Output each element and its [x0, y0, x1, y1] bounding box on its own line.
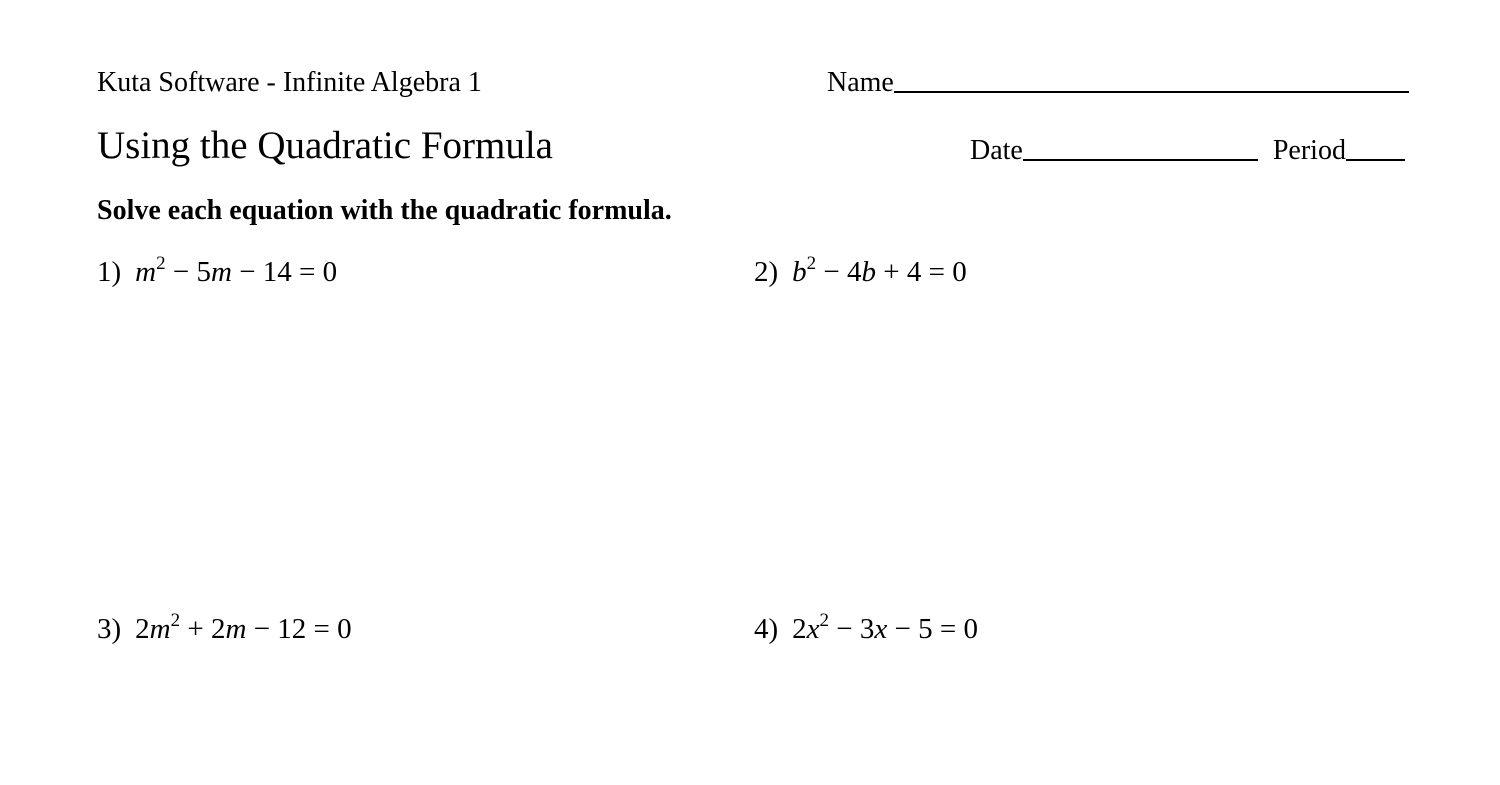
- equation-term: − 12 = 0: [246, 613, 352, 645]
- variable: b: [861, 256, 877, 288]
- variable: x: [874, 613, 888, 645]
- equation-term: 2: [792, 613, 807, 645]
- exponent: 2: [170, 610, 181, 632]
- problem-1: [97, 254, 337, 290]
- problem-number: 1): [97, 256, 122, 288]
- problem-number: 4): [754, 613, 779, 645]
- date-label: Date: [970, 135, 1023, 166]
- name-blank-line[interactable]: [894, 91, 1409, 93]
- problem-2: [754, 254, 967, 290]
- problem-number: 2): [754, 256, 779, 288]
- variable: m: [210, 256, 232, 288]
- equation-term: − 14 = 0: [231, 256, 338, 288]
- name-field[interactable]: [827, 66, 1409, 100]
- variable: m: [225, 613, 247, 645]
- date-period-fields: [970, 134, 1405, 168]
- name-label: Name: [827, 67, 894, 98]
- date-blank-line[interactable]: [1023, 159, 1258, 161]
- problem-equation: [135, 610, 352, 645]
- period-blank-line[interactable]: [1346, 159, 1405, 161]
- problem-4: [754, 611, 978, 647]
- variable: m: [149, 613, 171, 645]
- equation-term: + 2: [180, 613, 226, 645]
- exponent: 2: [819, 610, 830, 632]
- software-header: Kuta Software - Infinite Algebra 1: [97, 67, 482, 98]
- equation-term: − 4: [816, 256, 862, 288]
- problem-equation: [135, 253, 338, 288]
- worksheet-title: Using the Quadratic Formula: [97, 124, 553, 167]
- problem-number: 3): [97, 613, 122, 645]
- exponent: 2: [806, 253, 817, 275]
- variable: x: [806, 613, 820, 645]
- variable: m: [135, 256, 157, 288]
- problem-3: [97, 611, 352, 647]
- instructions: Solve each equation with the quadratic formula.: [97, 195, 672, 226]
- period-label: Period: [1272, 135, 1346, 166]
- equation-term: − 5 = 0: [887, 613, 978, 645]
- problem-equation: [792, 610, 978, 645]
- exponent: 2: [156, 253, 166, 275]
- variable: b: [792, 256, 807, 288]
- equation-term: − 3: [829, 613, 875, 645]
- equation-term: 2: [135, 613, 150, 645]
- equation-term: − 5: [165, 256, 211, 288]
- equation-term: + 4 = 0: [876, 256, 967, 288]
- problem-equation: [792, 253, 967, 288]
